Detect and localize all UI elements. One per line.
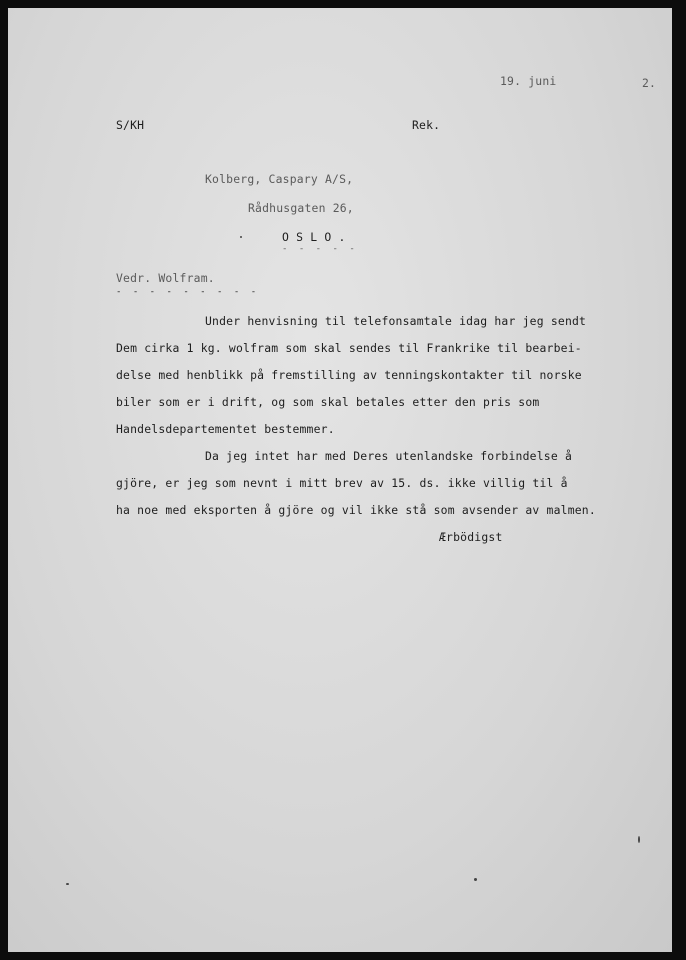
recipient-name: Kolberg, Caspary A/S,	[205, 172, 354, 186]
subject-line: Vedr. Wolfram.	[116, 271, 215, 285]
recipient-city: O S L O .	[282, 230, 346, 244]
paragraph-1-line: Dem cirka 1 kg. wolfram som skal sendes til Frankrike til bearbei-	[116, 341, 582, 355]
paper-speck	[474, 878, 477, 881]
paper-speck	[638, 836, 640, 843]
paragraph-1-line: biler som er i drift, og som skal betales etter den pris som	[116, 395, 540, 409]
recipient-city-underline: - - - - -	[282, 244, 358, 254]
recipient-street: Rådhusgaten 26,	[248, 201, 354, 215]
closing-salutation: Ærbödigst	[439, 530, 503, 544]
paragraph-1-line: delse med henblikk på fremstilling av tenningskontakter til norske	[116, 368, 582, 382]
paper-speck	[66, 883, 69, 885]
subject-underline: - - - - - - - - -	[116, 287, 260, 297]
letter-page	[8, 8, 672, 952]
letter-date: 19. juni	[500, 74, 557, 88]
paragraph-2-line: gjöre, er jeg som nevnt i mitt brev av 15. ds. ikke villig til å	[116, 476, 568, 490]
paragraph-2-line: Da jeg intet har med Deres utenlandske forbindelse å	[205, 449, 573, 463]
paragraph-1-line: Under henvisning til telefonsamtale idag har jeg sendt	[205, 314, 587, 328]
paper-speck	[240, 236, 242, 238]
registered-mark: Rek.	[412, 118, 441, 132]
paragraph-2-line: ha noe med eksporten å gjöre og vil ikke stå som avsender av malmen.	[116, 503, 596, 517]
reference-initials: S/KH	[116, 118, 145, 132]
paragraph-1-line: Handelsdepartementet bestemmer.	[116, 422, 335, 436]
page-number: 2.	[642, 76, 657, 90]
